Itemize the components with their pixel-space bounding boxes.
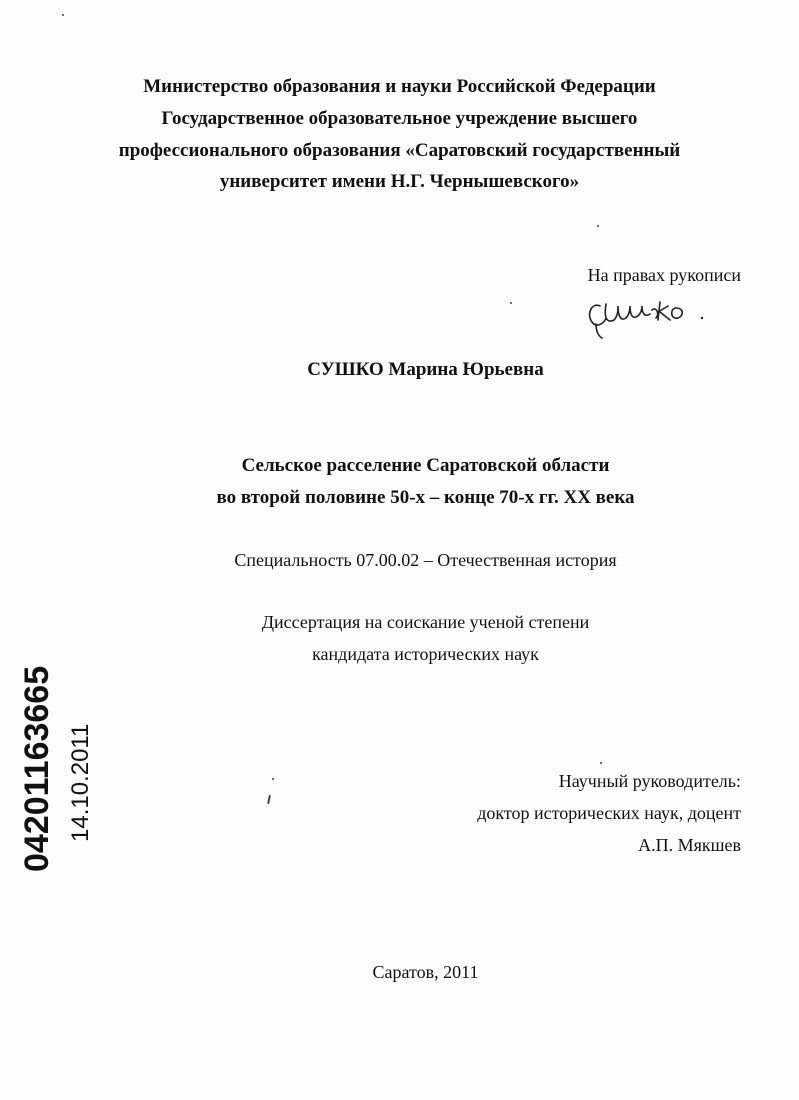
supervisor-rank: доктор исторических наук, доцент — [477, 803, 741, 823]
stamp-number: 04201163665 — [18, 665, 56, 872]
scan-speck — [600, 762, 602, 764]
handwritten-signature — [584, 292, 714, 342]
institution-line-3: университет имени Н.Г. Чернышевского» — [219, 171, 580, 192]
dissertation-title-line-2: во второй половине 50-х – конце 70-х гг. XX века — [216, 487, 635, 508]
stamp-date: 14.10.2011 — [67, 723, 94, 842]
ministry-line: Министерство образования и науки Российской Федерации — [143, 76, 656, 97]
specialty-line: Специальность 07.00.02 – Отечественная история — [234, 550, 617, 570]
dissertation-title-line-1: Сельское расселение Саратовской области — [241, 455, 610, 476]
manuscript-rights-note: На правах рукописи — [587, 265, 741, 285]
scan-speck — [510, 302, 512, 304]
scan-mark — [267, 795, 271, 804]
scan-speck — [597, 225, 599, 227]
institution-line-1: Государственное образовательное учреждение высшего — [161, 108, 638, 129]
degree-line-2: кандидата исторических наук — [312, 644, 539, 664]
library-stamp — [8, 646, 98, 876]
author-name: СУШКО Марина Юрьевна — [307, 359, 544, 380]
place-and-year: Саратов, 2011 — [372, 962, 479, 982]
scan-speck — [272, 778, 274, 780]
degree-line-1: Диссертация на соискание ученой степени — [261, 612, 590, 632]
supervisor-label: Научный руководитель: — [558, 771, 741, 791]
supervisor-name: А.П. Мякшев — [638, 835, 741, 855]
institution-line-2: профессионального образования «Саратовский государственный — [118, 140, 681, 161]
scan-speck — [62, 14, 64, 16]
